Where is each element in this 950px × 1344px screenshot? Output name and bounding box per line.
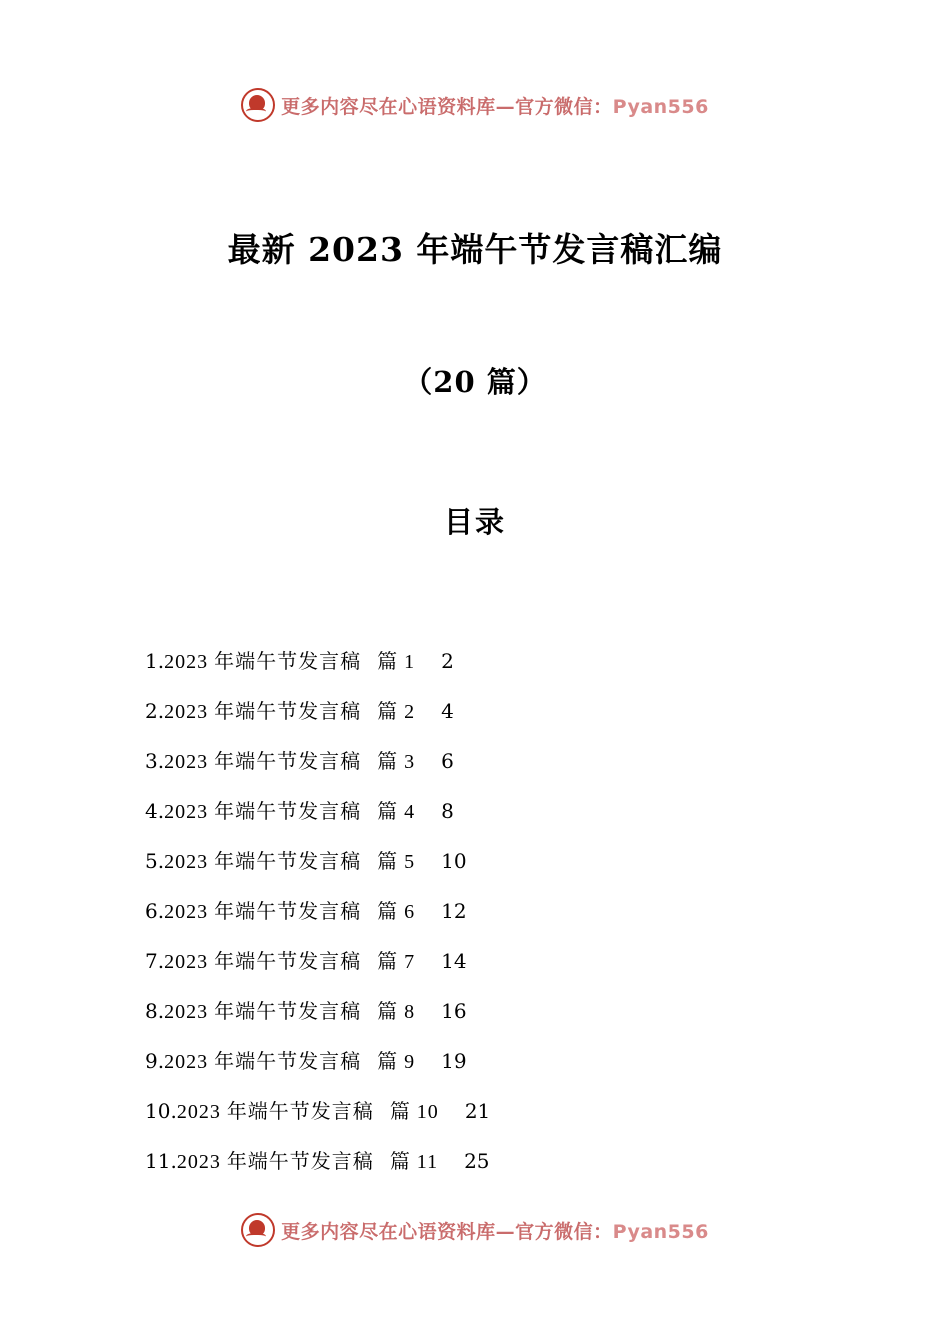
toc-item-page: 16: [441, 999, 467, 1023]
toc-item-label: 2023 年端午节发言稿: [176, 1151, 374, 1173]
toc-item-page: 4: [441, 699, 454, 723]
toc-item-part: 篇 8: [377, 1001, 416, 1023]
list-item[interactable]: [145, 1036, 825, 1086]
watermark-code: Pyan556: [612, 95, 709, 118]
watermark-text: [281, 1217, 709, 1244]
toc-item-label: 2023 年端午节发言稿: [164, 1051, 362, 1073]
toc-item-number: 10.: [145, 1099, 177, 1123]
toc-item-number: 6.: [145, 899, 165, 923]
toc-item-page: 25: [464, 1149, 490, 1173]
toc-item-part: 篇 9: [377, 1051, 416, 1073]
toc-item-label: 2023 年端午节发言稿: [164, 751, 362, 773]
toc-item-label: 2023 年端午节发言稿: [164, 1001, 362, 1023]
list-item[interactable]: [145, 836, 825, 886]
toc-item-page: 8: [441, 799, 454, 823]
toc-item-number: 9.: [145, 1049, 165, 1073]
toc-item-page: 14: [441, 949, 467, 973]
list-item[interactable]: [145, 736, 825, 786]
list-item[interactable]: [145, 1086, 825, 1136]
list-item[interactable]: [145, 1136, 825, 1186]
toc-item-part: 篇 1: [377, 651, 416, 673]
toc-item-number: 1.: [145, 649, 165, 673]
toc-item-label: 2023 年端午节发言稿: [164, 701, 362, 723]
toc-item-number: 4.: [145, 799, 165, 823]
toc-item-label: 2023 年端午节发言稿: [164, 801, 362, 823]
toc-item-number: 7.: [145, 949, 165, 973]
toc-item-page: 2: [441, 649, 454, 673]
toc-item-part: 篇 5: [377, 851, 416, 873]
list-item[interactable]: [145, 636, 825, 686]
page-subtitle: （20 篇）: [403, 365, 547, 399]
toc-item-label: 2023 年端午节发言稿: [164, 951, 362, 973]
toc-item-part: 篇 11: [389, 1151, 439, 1173]
toc-item-page: 21: [464, 1099, 491, 1123]
toc-item-page: 12: [441, 899, 467, 923]
toc-item-page: 6: [441, 749, 454, 773]
toc-item-page: 10: [441, 849, 467, 873]
toc-item-part: 篇 6: [377, 901, 416, 923]
table-of-contents: [145, 636, 825, 1186]
toc-item-part: 篇 7: [377, 951, 416, 973]
toc-item-part: 篇 10: [389, 1101, 439, 1123]
toc-item-page: 19: [441, 1049, 467, 1073]
toc-item-label: 2023 年端午节发言稿: [176, 1101, 374, 1123]
watermark-code: Pyan556: [612, 1220, 709, 1243]
toc-item-label: 2023 年端午节发言稿: [164, 851, 362, 873]
list-item[interactable]: [145, 686, 825, 736]
list-item[interactable]: [145, 986, 825, 1036]
toc-item-label: 2023 年端午节发言稿: [164, 901, 362, 923]
watermark-top: [0, 88, 950, 122]
watermark-label: 更多内容尽在心语资料库—官方微信：: [281, 1220, 613, 1243]
watermark-bottom: [0, 1213, 950, 1247]
list-item[interactable]: [145, 886, 825, 936]
toc-item-number: 5.: [145, 849, 165, 873]
page-title: 最新 2023 年端午节发言稿汇编: [227, 230, 723, 269]
toc-item-part: 篇 3: [377, 751, 416, 773]
toc-item-number: 8.: [145, 999, 165, 1023]
list-item[interactable]: [145, 786, 825, 836]
toc-item-number: 3.: [145, 749, 165, 773]
toc-item-part: 篇 4: [377, 801, 416, 823]
toc-item-label: 2023 年端午节发言稿: [164, 651, 362, 673]
toc-item-number: 11.: [145, 1149, 177, 1173]
watermark-text: [281, 92, 709, 119]
bird-logo-icon: [241, 88, 275, 122]
toc-item-part: 篇 2: [377, 701, 416, 723]
toc-heading: 目录: [443, 505, 506, 539]
bird-logo-icon: [241, 1213, 275, 1247]
watermark-label: 更多内容尽在心语资料库—官方微信：: [281, 95, 613, 118]
list-item[interactable]: [145, 936, 825, 986]
toc-item-number: 2.: [145, 699, 165, 723]
